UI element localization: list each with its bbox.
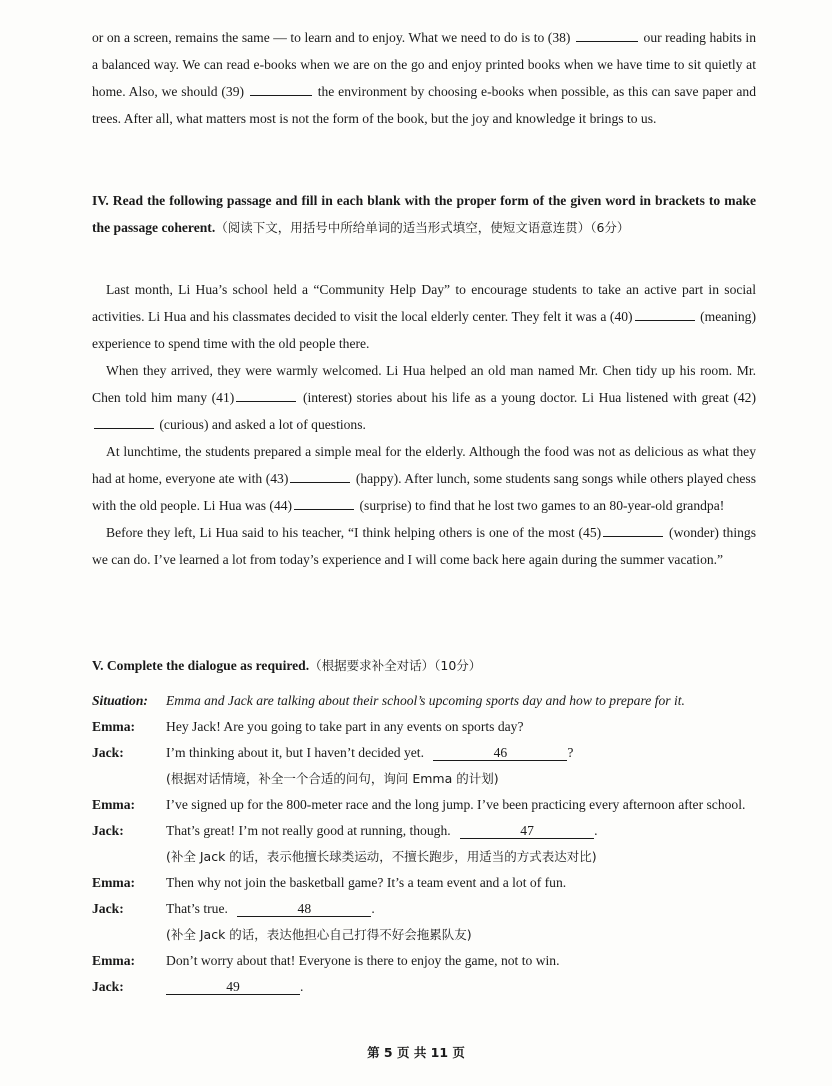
section-4-title: IV. Read the following passage and fill in each blank with the proper form of the given word in brackets to make the passage coherent.（阅读下文，用括号中所给单词的适当形式填空，使短文语意连贯）（6分） (92, 193, 756, 235)
blank-47[interactable]: 47 (460, 823, 594, 839)
speaker-emma: Emma: (92, 953, 136, 968)
dialogue-line (92, 740, 760, 792)
section-4-paragraph-2: When they arrived, they were warmly welcomed. Li Hua helped an old man named Mr. Chen tidy up his room. Mr. Chen told him many (41) (interest) stories about his life as a young doctor. Li Hua listened with great (42) (curious) and asked a lot of questions. (92, 363, 756, 432)
line-text: I’ve signed up for the 800-meter race and the long jump. I’ve been practicing every afternoon after school. (166, 797, 746, 812)
line-text: That’s true. 48 . (补全 Jack 的话，表达他担心自己打得不好会拖累队友) (166, 901, 472, 942)
dialogue-line (92, 818, 760, 870)
section-5-title: V. Complete the dialogue as required.（根据要求补全对话）（10分） (92, 658, 482, 673)
page-footer: 第 5 页 共 11 页 (367, 1045, 465, 1060)
section-4-passage (92, 276, 756, 573)
blank-40[interactable] (635, 306, 695, 321)
section-4-paragraph-4: Before they left, Li Hua said to his teacher, “I think helping others is one of the most (45) (wonder) things we can do. I’ve learned a lot from today’s experience and I will come back here again during the summer vacation.” (92, 519, 756, 573)
blank-48[interactable]: 48 (237, 901, 371, 917)
speaker-emma: Emma: (92, 719, 136, 734)
passage-continuation (92, 24, 756, 132)
hint-46: (根据对话情境，补全一个合适的问句，询问 Emma 的计划) (166, 771, 499, 786)
situation-label: Situation: (92, 693, 148, 708)
dialogue-line (92, 714, 760, 740)
blank-44[interactable] (294, 495, 354, 510)
speaker-jack: Jack: (92, 745, 124, 760)
line-text: 49 . (166, 974, 760, 1000)
blank-42[interactable] (94, 414, 154, 429)
hint-47: (补全 Jack 的话，表示他擅长球类运动，不擅长跑步，用适当的方式表达对比) (166, 849, 597, 864)
situation-row (92, 688, 760, 714)
speaker-jack: Jack: (92, 823, 124, 838)
dialogue-line (92, 792, 760, 818)
blank-39[interactable] (250, 81, 312, 96)
line-text: I’m thinking about it, but I haven’t decided yet. 46 ? (根据对话情境，补全一个合适的问句，询问 Emma 的计划) (166, 745, 574, 786)
blank-38[interactable] (576, 27, 638, 42)
blank-49[interactable]: 49 (166, 979, 300, 995)
speaker-jack: Jack: (92, 901, 124, 916)
situation-text: Emma and Jack are talking about their school’s upcoming sports day and how to prepare for it. (166, 693, 685, 708)
dialogue-line (92, 870, 760, 896)
dialogue-line (92, 896, 760, 948)
continuation-paragraph: or on a screen, remains the same — to learn and to enjoy. What we need to do is to (38) our reading habits in a balanced way. We can read e-books when we are on the go and enjoy printed books when we have time to sit quietly at home. Also, we should (39) the environment by choosing e-books when possible, as this can save paper and trees. After all, what matters most is not the form of the book, but the joy and knowledge it brings to us. (92, 24, 756, 132)
blank-46[interactable]: 46 (433, 745, 567, 761)
speaker-emma: Emma: (92, 875, 136, 890)
section-4-paragraph-3: At lunchtime, the students prepared a simple meal for the elderly. Although the food was not as delicious as what they had at home, everyone ate with (43) (happy). After lunch, some students sang songs while others played chess with the old people. Li Hua was (44) (surprise) to find that he lost two games to an 80-year-old grandpa! (92, 444, 756, 513)
blank-43[interactable] (290, 468, 350, 483)
dialogue-line (92, 948, 760, 974)
speaker-emma: Emma: (92, 797, 136, 812)
line-text: Then why not join the basketball game? It’s a team event and a lot of fun. (166, 875, 567, 890)
hint-48: (补全 Jack 的话，表达他担心自己打得不好会拖累队友) (166, 927, 472, 942)
blank-41[interactable] (236, 387, 296, 402)
blank-45[interactable] (603, 522, 663, 537)
line-text: Don’t worry about that! Everyone is there to enjoy the game, not to win. (166, 953, 560, 968)
section-5 (92, 652, 756, 679)
line-text: That’s great! I’m not really good at running, though. 47 . (补全 Jack 的话，表示他擅长球类运动，不擅长跑步，用适当的方式表达对比) (166, 823, 598, 864)
section-4 (92, 187, 756, 241)
line-text: Hey Jack! Are you going to take part in any events on sports day? (166, 719, 524, 734)
speaker-jack: Jack: (92, 979, 124, 994)
dialogue (92, 688, 760, 1000)
section-4-paragraph-1: Last month, Li Hua’s school held a “Community Help Day” to encourage students to take an active part in social activities. Li Hua and his classmates decided to visit the local elderly center. They felt it was a (40) (meaning) experience to spend time with the old people there. (92, 282, 756, 351)
dialogue-line (92, 974, 760, 1000)
